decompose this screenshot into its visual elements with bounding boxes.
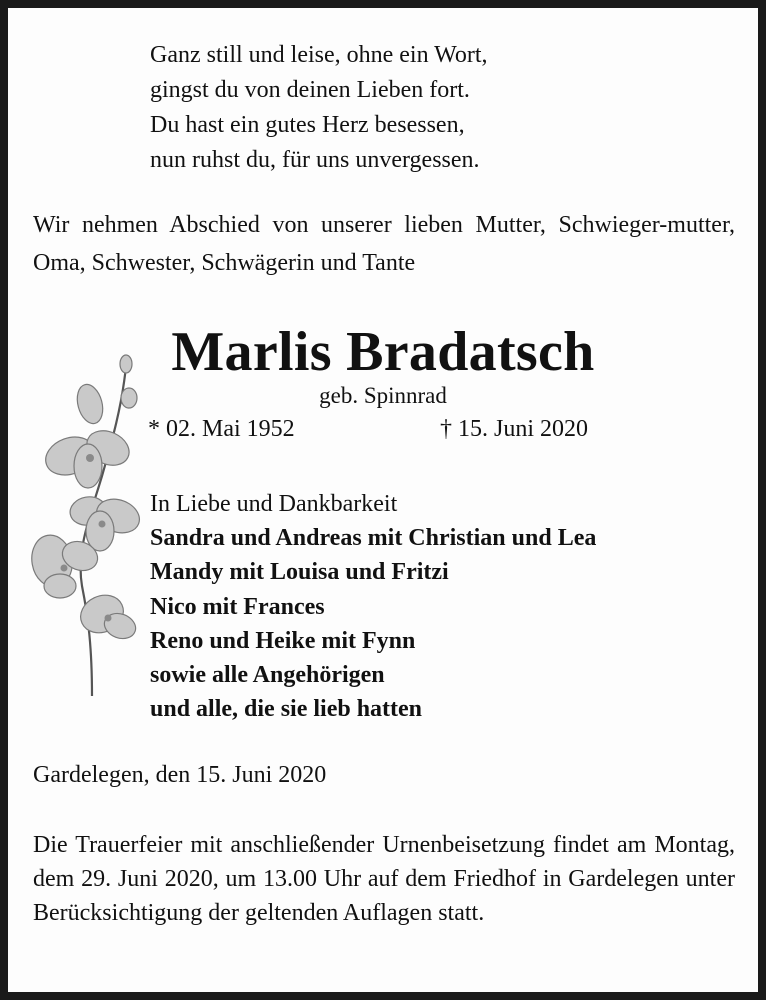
place-date: Gardelegen, den 15. Juni 2020 <box>33 762 327 788</box>
mourner-line: Sandra und Andreas mit Christian und Lea <box>150 525 597 552</box>
poem <box>150 38 488 178</box>
mourners-intro: In Liebe und Dankbarkeit <box>150 491 398 517</box>
mourner-line: Reno und Heike mit Fynn <box>150 627 416 654</box>
mourners-list <box>150 487 596 726</box>
service-details: Die Trauerfeier mit anschließender Urnenbeisetzung findet am Montag, dem 29. Juni 2020, um 13.00 Uhr auf dem Friedhof in Gardelegen unter Berücksichtigung der geltenden Auflagen statt. <box>33 832 735 926</box>
mourner-line: sowie alle Angehörigen <box>150 662 385 689</box>
poem-line: Ganz still und leise, ohne ein Wort, <box>150 42 488 68</box>
death-date: † 15. Juni 2020 <box>440 416 589 442</box>
mourner-line: Nico mit Frances <box>150 593 325 620</box>
birth-name: geb. Spinnrad <box>319 383 447 408</box>
obituary-notice <box>8 8 758 992</box>
birth-date: * 02. Mai 1952 <box>148 416 295 442</box>
poem-line: Du hast ein gutes Herz besessen, <box>150 112 465 138</box>
mourner-line: Mandy mit Louisa und Fritzi <box>150 559 449 586</box>
mourner-line: und alle, die sie lieb hatten <box>150 696 423 723</box>
farewell-intro: Wir nehmen Abschied von unserer lieben Mutter, Schwieger-mutter, Oma, Schwester, Schwägerin und Tante <box>33 212 735 276</box>
poem-line: nun ruhst du, für uns unvergessen. <box>150 147 480 173</box>
poem-line: gingst du von deinen Lieben fort. <box>150 77 470 103</box>
deceased-name: Marlis Bradatsch <box>171 321 595 383</box>
